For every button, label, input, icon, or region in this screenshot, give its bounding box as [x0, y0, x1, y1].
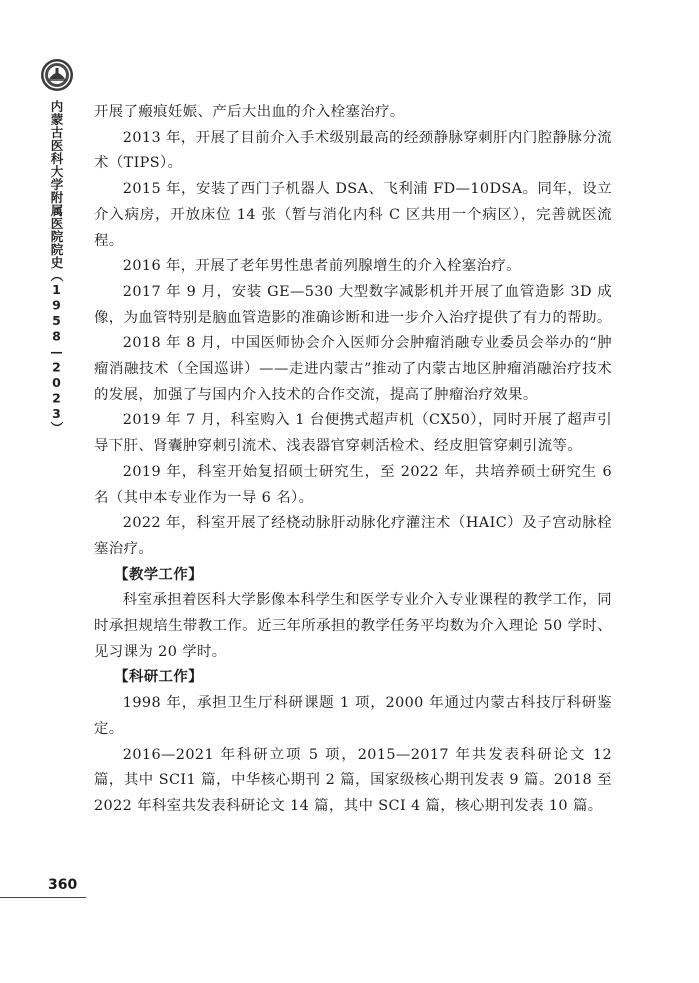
- paragraph-continuation: 开展了瘢痕妊娠、产后大出血的介入栓塞治疗。: [94, 104, 405, 120]
- book-title-vertical: 内蒙古医科大学附属医院院史（1958—2023）: [49, 100, 64, 435]
- body-text: [94, 100, 612, 820]
- paragraph: 1998 年，承担卫生厅科研课题 1 项，2000 年通过内蒙古科技厅科研鉴定。: [94, 695, 612, 737]
- paragraph: 2018 年 8 月，中国医师协会介入医师分会肿瘤消融专业委员会举办的“肿瘤消融技术（全国巡讲）——走进内蒙古”推动了内蒙古地区肿瘤消融治疗技术的发展，加强了与国内介入技术的合作交流，提高了肿瘤治疗效果。: [94, 335, 612, 403]
- paragraph: 2016 年，开展了老年男性患者前列腺增生的介入栓塞治疗。: [122, 258, 521, 275]
- page-number-rule: [0, 897, 86, 898]
- paragraph: 科室承担着医科大学影像本科学生和医学专业介入专业课程的教学工作，同时承担规培生带教工作。近三年所承担的教学任务平均数为介入理论 50 学时、见习课为 20 学时。: [94, 592, 612, 660]
- university-emblem-icon: [40, 58, 74, 92]
- page-sidebar: 内蒙古医科大学附属医院院史（1958—2023） 360: [0, 0, 88, 983]
- paragraph: 2019 年，科室开始复招硕士研究生，至 2022 年，共培养硕士研究生 6 名（其中本专业作为一导 6 名）。: [94, 463, 612, 506]
- section-heading-teaching: 【教学工作】: [114, 566, 203, 583]
- paragraph: 2022 年，科室开展了经桡动脉肝动脉化疗灌注术（HAIC）及子宫动脉栓塞治疗。: [94, 515, 612, 557]
- paragraph: 2013 年，开展了目前介入手术级别最高的经颈静脉穿刺肝内门腔静脉分流术（TIPS）。: [94, 129, 612, 172]
- paragraph: 2017 年 9 月，安装 GE—530 大型数字减影机并开展了血管造影 3D 成像，为血管特别是脑血管造影的准确诊断和进一步介入治疗提供了有力的帮助。: [94, 283, 612, 326]
- section-heading-research: 【科研工作】: [114, 669, 203, 686]
- paragraph: 2016—2021 年科研立项 5 项，2015—2017 年共发表科研论文 12 篇，其中 SCI1 篇，中华核心期刊 2 篇，国家级核心期刊发表 9 篇。2018 至 2022 年科室共发表科研论文 14 篇，其中 SCI 4 篇，核心期刊发表 10 篇。: [94, 746, 612, 814]
- paragraph: 2015 年，安装了西门子机器人 DSA、飞利浦 FD—10DSA。同年，设立介入病房，开放床位 14 张（暂与消化内科 C 区共用一个病区），完善就医流程。: [94, 181, 612, 249]
- paragraph: 2019 年 7 月，科室购入 1 台便携式超声机（CX50），同时开展了超声引导下肝、肾囊肿穿刺引流术、浅表器官穿刺活检术、经皮胆管穿刺引流等。: [94, 412, 612, 455]
